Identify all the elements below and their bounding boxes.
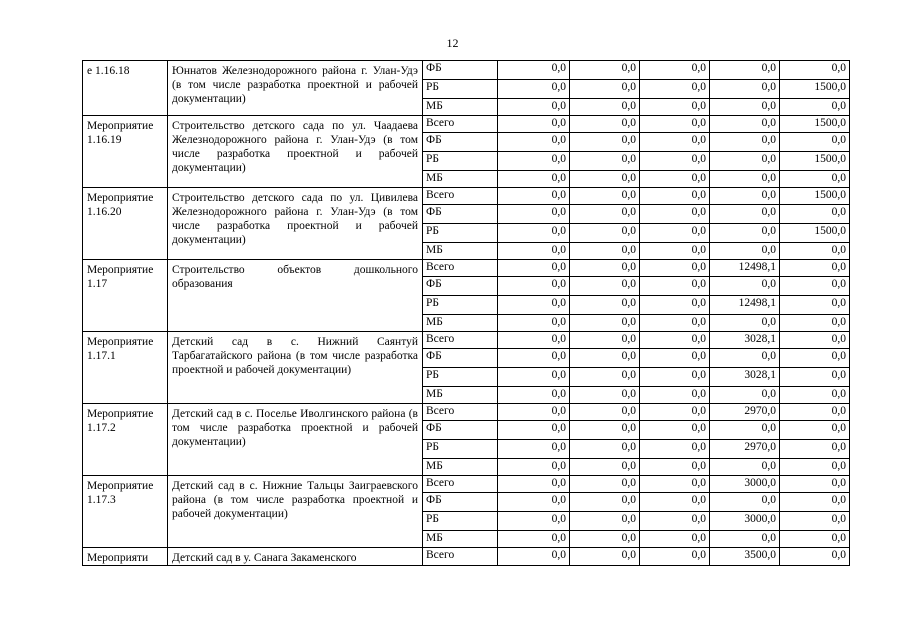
funding-source-cell: Всего xyxy=(423,188,498,205)
amount-cell: 0,0 xyxy=(498,512,570,531)
amount-cell: 0,0 xyxy=(640,459,710,476)
amount-cell: 0,0 xyxy=(498,277,570,296)
amount-cell: 0,0 xyxy=(640,133,710,152)
amount-cell: 0,0 xyxy=(780,548,850,566)
amount-cell: 0,0 xyxy=(780,421,850,440)
amount-cell: 0,0 xyxy=(570,205,640,224)
amount-cell: 0,0 xyxy=(780,531,850,548)
amount-cell: 0,0 xyxy=(710,133,780,152)
amount-cell: 0,0 xyxy=(498,421,570,440)
amount-cell: 0,0 xyxy=(570,531,640,548)
funding-source-cell: РБ xyxy=(423,512,498,531)
amount-cell: 3028,1 xyxy=(710,368,780,387)
amount-cell: 0,0 xyxy=(498,332,570,349)
measure-name-cell: Детский сад в у. Санага Закаменского xyxy=(168,548,423,566)
amount-cell: 2970,0 xyxy=(710,440,780,459)
funding-source-cell: Всего xyxy=(423,476,498,493)
amount-cell: 0,0 xyxy=(780,99,850,116)
amount-cell: 0,0 xyxy=(780,315,850,332)
amount-cell: 12498,1 xyxy=(710,260,780,277)
amount-cell: 0,0 xyxy=(780,387,850,404)
amount-cell: 0,0 xyxy=(498,368,570,387)
funding-source-cell: РБ xyxy=(423,80,498,99)
amount-cell: 0,0 xyxy=(570,493,640,512)
amount-cell: 0,0 xyxy=(710,80,780,99)
amount-cell: 0,0 xyxy=(640,440,710,459)
amount-cell: 0,0 xyxy=(710,99,780,116)
amount-cell: 0,0 xyxy=(710,116,780,133)
amount-cell: 0,0 xyxy=(570,440,640,459)
funding-source-cell: МБ xyxy=(423,459,498,476)
amount-cell: 0,0 xyxy=(640,476,710,493)
amount-cell: 0,0 xyxy=(710,243,780,260)
amount-cell: 0,0 xyxy=(498,296,570,315)
measure-code-cell: Мероприяти xyxy=(83,548,168,566)
amount-cell: 0,0 xyxy=(498,188,570,205)
budget-table xyxy=(82,60,850,566)
funding-source-cell: РБ xyxy=(423,368,498,387)
amount-cell: 0,0 xyxy=(570,476,640,493)
funding-source-cell: РБ xyxy=(423,296,498,315)
amount-cell: 0,0 xyxy=(640,277,710,296)
amount-cell: 0,0 xyxy=(640,548,710,566)
amount-cell: 0,0 xyxy=(640,243,710,260)
funding-source-cell: МБ xyxy=(423,315,498,332)
amount-cell: 0,0 xyxy=(640,188,710,205)
amount-cell: 0,0 xyxy=(710,152,780,171)
amount-cell: 0,0 xyxy=(498,531,570,548)
amount-cell: 0,0 xyxy=(780,133,850,152)
funding-source-cell: ФБ xyxy=(423,493,498,512)
amount-cell: 0,0 xyxy=(780,404,850,421)
funding-source-cell: ФБ xyxy=(423,349,498,368)
table-row xyxy=(83,116,850,133)
amount-cell: 0,0 xyxy=(570,99,640,116)
table-row xyxy=(83,404,850,421)
amount-cell: 0,0 xyxy=(498,459,570,476)
amount-cell: 0,0 xyxy=(640,387,710,404)
amount-cell: 0,0 xyxy=(710,459,780,476)
amount-cell: 3000,0 xyxy=(710,512,780,531)
measure-name-cell: Детский сад в с. Нижние Тальцы Заиграевского района (в том числе разработка проектной и рабочей документации) xyxy=(168,476,423,548)
amount-cell: 0,0 xyxy=(640,315,710,332)
measure-name-cell: Юннатов Железнодорожного района г. Улан-Удэ (в том числе разработка проектной и рабочей документации) xyxy=(168,61,423,116)
amount-cell: 1500,0 xyxy=(780,116,850,133)
amount-cell: 0,0 xyxy=(780,205,850,224)
measure-name-cell: Строительство детского сада по ул. Чаадаева Железнодорожного района г. Улан-Удэ (в том числе разработка проектной и рабочей документации) xyxy=(168,116,423,188)
amount-cell: 0,0 xyxy=(498,133,570,152)
amount-cell: 0,0 xyxy=(640,332,710,349)
funding-source-cell: МБ xyxy=(423,243,498,260)
amount-cell: 0,0 xyxy=(498,476,570,493)
table-row xyxy=(83,548,850,566)
amount-cell: 0,0 xyxy=(780,493,850,512)
amount-cell: 3000,0 xyxy=(710,476,780,493)
funding-source-cell: ФБ xyxy=(423,61,498,80)
amount-cell: 0,0 xyxy=(710,277,780,296)
table-body xyxy=(83,61,850,566)
funding-source-cell: ФБ xyxy=(423,421,498,440)
amount-cell: 1500,0 xyxy=(780,80,850,99)
amount-cell: 0,0 xyxy=(780,171,850,188)
amount-cell: 0,0 xyxy=(570,459,640,476)
amount-cell: 3028,1 xyxy=(710,332,780,349)
amount-cell: 0,0 xyxy=(570,116,640,133)
funding-source-cell: ФБ xyxy=(423,205,498,224)
amount-cell: 0,0 xyxy=(710,493,780,512)
amount-cell: 0,0 xyxy=(570,243,640,260)
amount-cell: 12498,1 xyxy=(710,296,780,315)
measure-name-cell: Строительство детского сада по ул. Цивилева Железнодорожного района г. Улан-Удэ (в том числе разработка проектной и рабочей документации) xyxy=(168,188,423,260)
amount-cell: 0,0 xyxy=(780,512,850,531)
amount-cell: 0,0 xyxy=(710,188,780,205)
funding-source-cell: РБ xyxy=(423,152,498,171)
measure-code-cell: Мероприятие 1.17.3 xyxy=(83,476,168,548)
measure-code-cell: Мероприятие 1.16.19 xyxy=(83,116,168,188)
amount-cell: 0,0 xyxy=(498,260,570,277)
funding-source-cell: МБ xyxy=(423,171,498,188)
funding-source-cell: МБ xyxy=(423,531,498,548)
amount-cell: 0,0 xyxy=(640,349,710,368)
amount-cell: 0,0 xyxy=(640,80,710,99)
amount-cell: 0,0 xyxy=(570,171,640,188)
amount-cell: 0,0 xyxy=(780,349,850,368)
amount-cell: 0,0 xyxy=(780,368,850,387)
amount-cell: 0,0 xyxy=(498,205,570,224)
amount-cell: 0,0 xyxy=(710,205,780,224)
amount-cell: 0,0 xyxy=(780,459,850,476)
amount-cell: 0,0 xyxy=(780,243,850,260)
table-row xyxy=(83,476,850,493)
amount-cell: 0,0 xyxy=(570,133,640,152)
amount-cell: 0,0 xyxy=(780,440,850,459)
amount-cell: 0,0 xyxy=(780,260,850,277)
amount-cell: 0,0 xyxy=(498,152,570,171)
amount-cell: 2970,0 xyxy=(710,404,780,421)
amount-cell: 0,0 xyxy=(498,440,570,459)
amount-cell: 0,0 xyxy=(640,99,710,116)
amount-cell: 0,0 xyxy=(570,188,640,205)
page-number: 12 xyxy=(446,36,459,50)
table-row xyxy=(83,332,850,349)
amount-cell: 0,0 xyxy=(570,512,640,531)
funding-source-cell: МБ xyxy=(423,99,498,116)
amount-cell: 0,0 xyxy=(640,224,710,243)
amount-cell: 0,0 xyxy=(570,296,640,315)
amount-cell: 0,0 xyxy=(498,349,570,368)
amount-cell: 0,0 xyxy=(710,224,780,243)
amount-cell: 0,0 xyxy=(498,493,570,512)
amount-cell: 0,0 xyxy=(570,368,640,387)
table-row xyxy=(83,61,850,80)
amount-cell: 0,0 xyxy=(570,260,640,277)
measure-code-cell: Мероприятие 1.16.20 xyxy=(83,188,168,260)
funding-source-cell: Всего xyxy=(423,404,498,421)
funding-source-cell: РБ xyxy=(423,224,498,243)
funding-source-cell: ФБ xyxy=(423,133,498,152)
amount-cell: 0,0 xyxy=(780,332,850,349)
amount-cell: 0,0 xyxy=(570,61,640,80)
amount-cell: 0,0 xyxy=(640,421,710,440)
amount-cell: 1500,0 xyxy=(780,188,850,205)
funding-source-cell: ФБ xyxy=(423,277,498,296)
amount-cell: 0,0 xyxy=(498,315,570,332)
amount-cell: 0,0 xyxy=(498,404,570,421)
funding-source-cell: МБ xyxy=(423,387,498,404)
amount-cell: 0,0 xyxy=(640,260,710,277)
amount-cell: 0,0 xyxy=(570,277,640,296)
funding-source-cell: Всего xyxy=(423,260,498,277)
amount-cell: 3500,0 xyxy=(710,548,780,566)
amount-cell: 0,0 xyxy=(640,205,710,224)
amount-cell: 0,0 xyxy=(570,387,640,404)
amount-cell: 0,0 xyxy=(780,277,850,296)
amount-cell: 0,0 xyxy=(640,493,710,512)
amount-cell: 0,0 xyxy=(640,531,710,548)
amount-cell: 0,0 xyxy=(570,315,640,332)
amount-cell: 0,0 xyxy=(710,387,780,404)
amount-cell: 0,0 xyxy=(710,531,780,548)
amount-cell: 0,0 xyxy=(780,476,850,493)
amount-cell: 0,0 xyxy=(498,99,570,116)
measure-name-cell: Строительство объектов дошкольного образования xyxy=(168,260,423,332)
amount-cell: 0,0 xyxy=(570,421,640,440)
funding-source-cell: РБ xyxy=(423,440,498,459)
amount-cell: 0,0 xyxy=(640,61,710,80)
amount-cell: 0,0 xyxy=(640,512,710,531)
measure-code-cell: Мероприятие 1.17 xyxy=(83,260,168,332)
amount-cell: 0,0 xyxy=(780,61,850,80)
amount-cell: 0,0 xyxy=(640,368,710,387)
amount-cell: 0,0 xyxy=(710,421,780,440)
amount-cell: 0,0 xyxy=(710,315,780,332)
amount-cell: 0,0 xyxy=(640,404,710,421)
amount-cell: 0,0 xyxy=(710,61,780,80)
amount-cell: 0,0 xyxy=(780,296,850,315)
amount-cell: 0,0 xyxy=(640,116,710,133)
amount-cell: 0,0 xyxy=(640,171,710,188)
amount-cell: 0,0 xyxy=(570,152,640,171)
amount-cell: 0,0 xyxy=(498,80,570,99)
funding-source-cell: Всего xyxy=(423,332,498,349)
amount-cell: 0,0 xyxy=(640,296,710,315)
amount-cell: 0,0 xyxy=(498,243,570,260)
measure-name-cell: Детский сад в с. Нижний Саянтуй Тарбагатайского района (в том числе разработка проектной и рабочей документации) xyxy=(168,332,423,404)
amount-cell: 0,0 xyxy=(498,116,570,133)
measure-code-cell: е 1.16.18 xyxy=(83,61,168,116)
amount-cell: 0,0 xyxy=(710,171,780,188)
amount-cell: 0,0 xyxy=(498,387,570,404)
amount-cell: 0,0 xyxy=(710,349,780,368)
table-row xyxy=(83,260,850,277)
amount-cell: 0,0 xyxy=(570,349,640,368)
amount-cell: 0,0 xyxy=(570,224,640,243)
amount-cell: 0,0 xyxy=(570,80,640,99)
amount-cell: 0,0 xyxy=(498,548,570,566)
amount-cell: 0,0 xyxy=(570,332,640,349)
amount-cell: 0,0 xyxy=(498,61,570,80)
funding-source-cell: Всего xyxy=(423,548,498,566)
amount-cell: 0,0 xyxy=(570,548,640,566)
amount-cell: 0,0 xyxy=(570,404,640,421)
amount-cell: 0,0 xyxy=(498,224,570,243)
funding-source-cell: Всего xyxy=(423,116,498,133)
measure-code-cell: Мероприятие 1.17.1 xyxy=(83,332,168,404)
table-row xyxy=(83,188,850,205)
amount-cell: 1500,0 xyxy=(780,224,850,243)
measure-code-cell: Мероприятие 1.17.2 xyxy=(83,404,168,476)
amount-cell: 0,0 xyxy=(640,152,710,171)
measure-name-cell: Детский сад в с. Поселье Иволгинского района (в том числе разработка проектной и рабочей документации) xyxy=(168,404,423,476)
amount-cell: 1500,0 xyxy=(780,152,850,171)
amount-cell: 0,0 xyxy=(498,171,570,188)
